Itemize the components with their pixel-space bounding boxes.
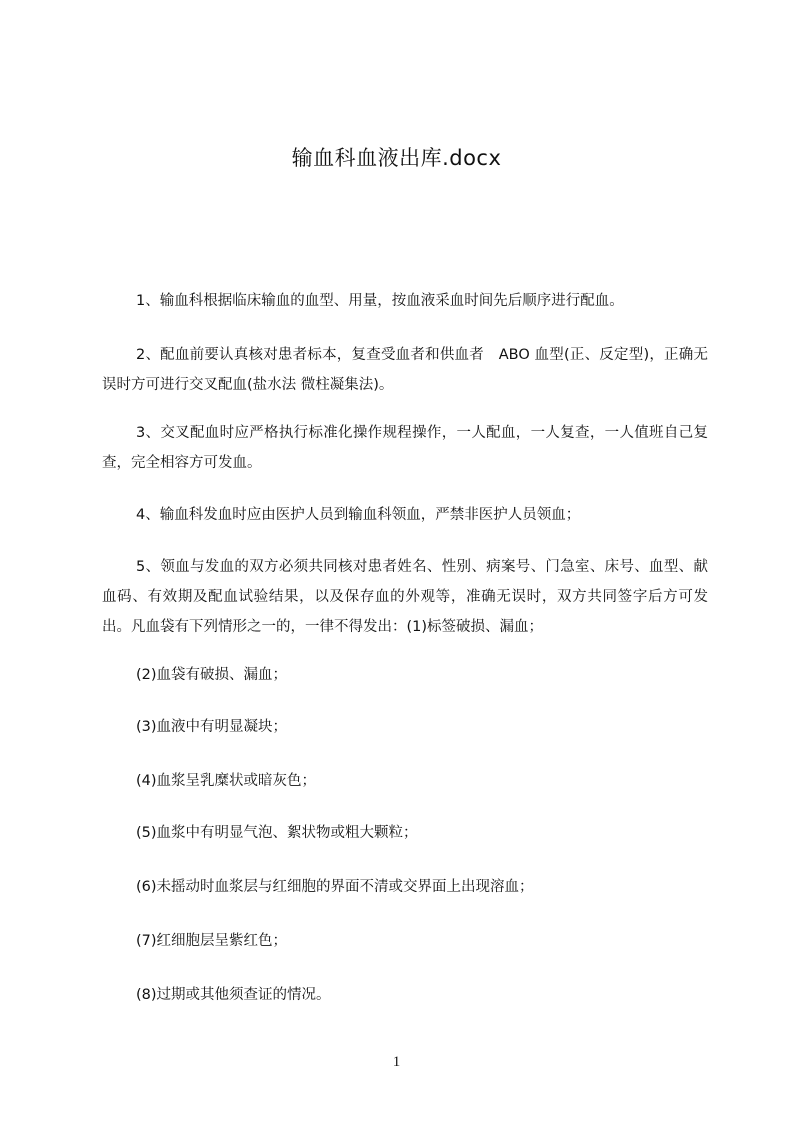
list-item-6: (6)未摇动时血浆层与红细胞的界面不清或交界面上出现溶血； [136, 879, 534, 895]
list-item-8: (8)过期或其他须查证的情况。 [136, 987, 331, 1003]
paragraph-1: 1、输血科根据临床输血的血型、用量，按血液采血时间先后顺序进行配血。 [136, 293, 624, 309]
paragraph-3: 3、交叉配血时应严格执行标准化操作规程操作，一人配血，一人复查，一人值班自己复查，完全相容方可发血。 [102, 425, 708, 471]
paragraph-5: 5、领血与发血的双方必须共同核对患者姓名、性别、病案号、门急室、床号、血型、献血码、有效期及配血试验结果，以及保存血的外观等，准确无误时，双方共同签字后方可发出。凡血袋有下列情形之一的，一律不得发出：(1)标签破损、漏血； [102, 559, 708, 635]
list-item-4: (4)血浆呈乳糜状或暗灰色； [136, 773, 317, 789]
list-item-3: (3)血液中有明显凝块； [136, 719, 288, 735]
list-item-5: (5)血浆中有明显气泡、絮状物或粗大颗粒； [136, 825, 418, 841]
paragraph-2: 2、配血前要认真核对患者标本，复查受血者和供血者 ABO 血型(正、反定型)，正确无误时方可进行交叉配血(盐水法 微柱凝集法)。 [102, 347, 708, 393]
list-item-7: (7)红细胞层呈紫红色； [136, 933, 288, 949]
document-title: 输血科血液出库.docx [291, 146, 502, 170]
list-item-2: (2)血袋有破损、漏血； [136, 667, 288, 683]
page-number: 1 [392, 1054, 401, 1070]
paragraph-4: 4、输血科发血时应由医护人员到输血科领血，严禁非医护人员领血； [136, 507, 581, 523]
